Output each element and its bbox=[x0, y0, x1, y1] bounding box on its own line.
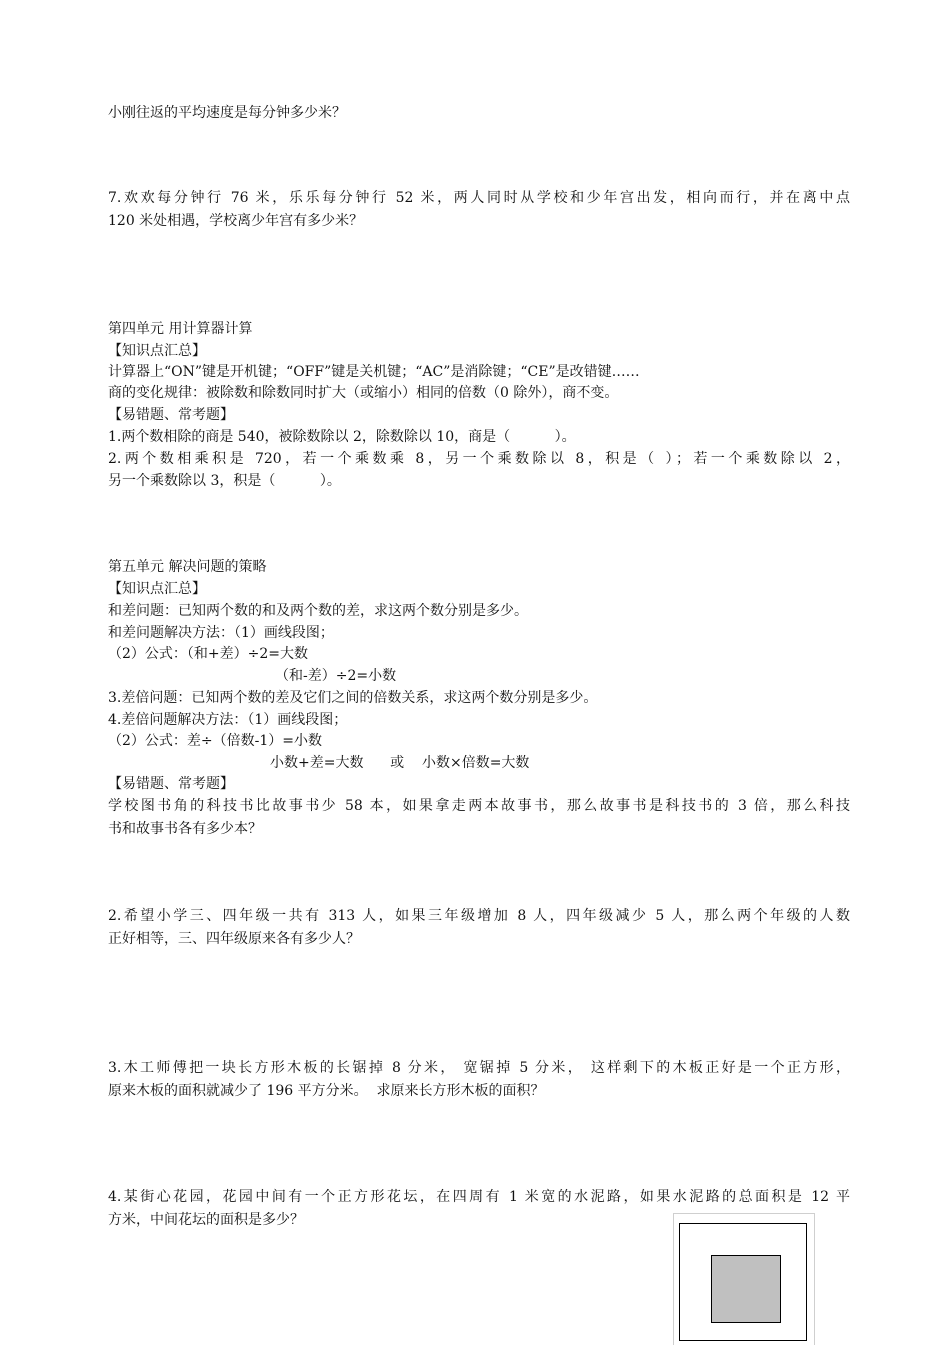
unit-5-knowledge-3: 3.差倍问题：已知两个数的差及它们之间的倍数关系，求这两个数分别是多少。 bbox=[108, 690, 598, 706]
unit-4-question-2-line-2: 另一个乘数除以 3，积是（ ）。 bbox=[108, 473, 341, 489]
flower-bed-square bbox=[711, 1255, 781, 1323]
question-7-line-1: 7.欢欢每分钟行 76 米，乐乐每分钟行 52 米，两人同时从学校和少年宫出发，相向而行，并在离中点 bbox=[108, 190, 850, 206]
unit-5-formula-3: （2）公式：差÷（倍数-1）=小数 bbox=[108, 733, 323, 749]
unit-5-question-4-line-2: 方米，中间花坛的面积是多少？ bbox=[108, 1212, 304, 1228]
unit-5-question-1-line-2: 书和故事书各有多少本？ bbox=[108, 821, 262, 837]
unit-5-knowledge-2: 和差问题解决方法：（1）画线段图； bbox=[108, 625, 334, 641]
cement-path-square bbox=[679, 1223, 807, 1341]
unit-4-question-1: 1.两个数相除的商是 540，被除数除以 2，除数除以 10，商是（ ）。 bbox=[108, 429, 576, 445]
unit-5-title: 第五单元 解决问题的策略 bbox=[108, 559, 267, 575]
unit-5-question-2-line-1: 2.希望小学三、四年级一共有 313 人，如果三年级增加 8 人，四年级减少 5 人，那么两个年级的人数 bbox=[108, 908, 850, 924]
unit-4-knowledge-2: 商的变化规律：被除数和除数同时扩大（或缩小）相同的倍数（0 除外），商不变。 bbox=[108, 385, 619, 401]
unit-4-knowledge-1: 计算器上“ON”键是开机键；“OFF”键是关机键；“AC”是消除键；“CE”是改错键…… bbox=[108, 364, 640, 380]
question-7-line-2: 120 米处相遇，学校离少年宫有多少米？ bbox=[108, 213, 364, 229]
unit-5-question-3-line-1: 3.木工师傅把一块长方形木板的长锯掉 8 分米， 宽锯掉 5 分米， 这样剩下的木板正好是一个正方形， bbox=[108, 1060, 850, 1076]
unit-5-question-2-line-2: 正好相等，三、四年级原来各有多少人？ bbox=[108, 931, 360, 947]
unit-5-formula-1: （2）公式：（和+差）÷2=大数 bbox=[108, 646, 309, 662]
question-6-tail: 小刚往返的平均速度是每分钟多少米？ bbox=[108, 105, 346, 121]
unit-5-knowledge-4: 4.差倍问题解决方法：（1）画线段图； bbox=[108, 712, 348, 728]
unit-5-exercise-heading: 【易错题、常考题】 bbox=[108, 776, 234, 792]
unit-5-formula-4: 小数+差=大数 或 小数×倍数=大数 bbox=[270, 755, 530, 771]
unit-5-formula-2: （和-差）÷2=小数 bbox=[275, 668, 397, 684]
unit-5-question-3-line-2: 原来木板的面积就减少了 196 平方分米。 求原来长方形木板的面积？ bbox=[108, 1083, 545, 1099]
unit-5-question-4-line-1: 4.某街心花园，花园中间有一个正方形花坛，在四周有 1 米宽的水泥路，如果水泥路的总面积是 12 平 bbox=[108, 1189, 850, 1205]
unit-5-knowledge-heading: 【知识点汇总】 bbox=[108, 581, 206, 597]
unit-5-question-1-line-1: 学校图书角的科技书比故事书少 58 本，如果拿走两本故事书，那么故事书是科技书的 3 倍，那么科技 bbox=[108, 798, 850, 814]
unit-4-question-2-line-1: 2.两个数相乘积是 720，若一个乘数乘 8，另一个乘数除以 8，积是（ ）；若一个乘数除以 2， bbox=[108, 451, 850, 467]
garden-diagram bbox=[673, 1213, 815, 1344]
unit-4-knowledge-heading: 【知识点汇总】 bbox=[108, 343, 206, 359]
unit-4-title: 第四单元 用计算器计算 bbox=[108, 321, 253, 337]
unit-5-knowledge-1: 和差问题：已知两个数的和及两个数的差，求这两个数分别是多少。 bbox=[108, 603, 528, 619]
unit-4-exercise-heading: 【易错题、常考题】 bbox=[108, 407, 234, 423]
